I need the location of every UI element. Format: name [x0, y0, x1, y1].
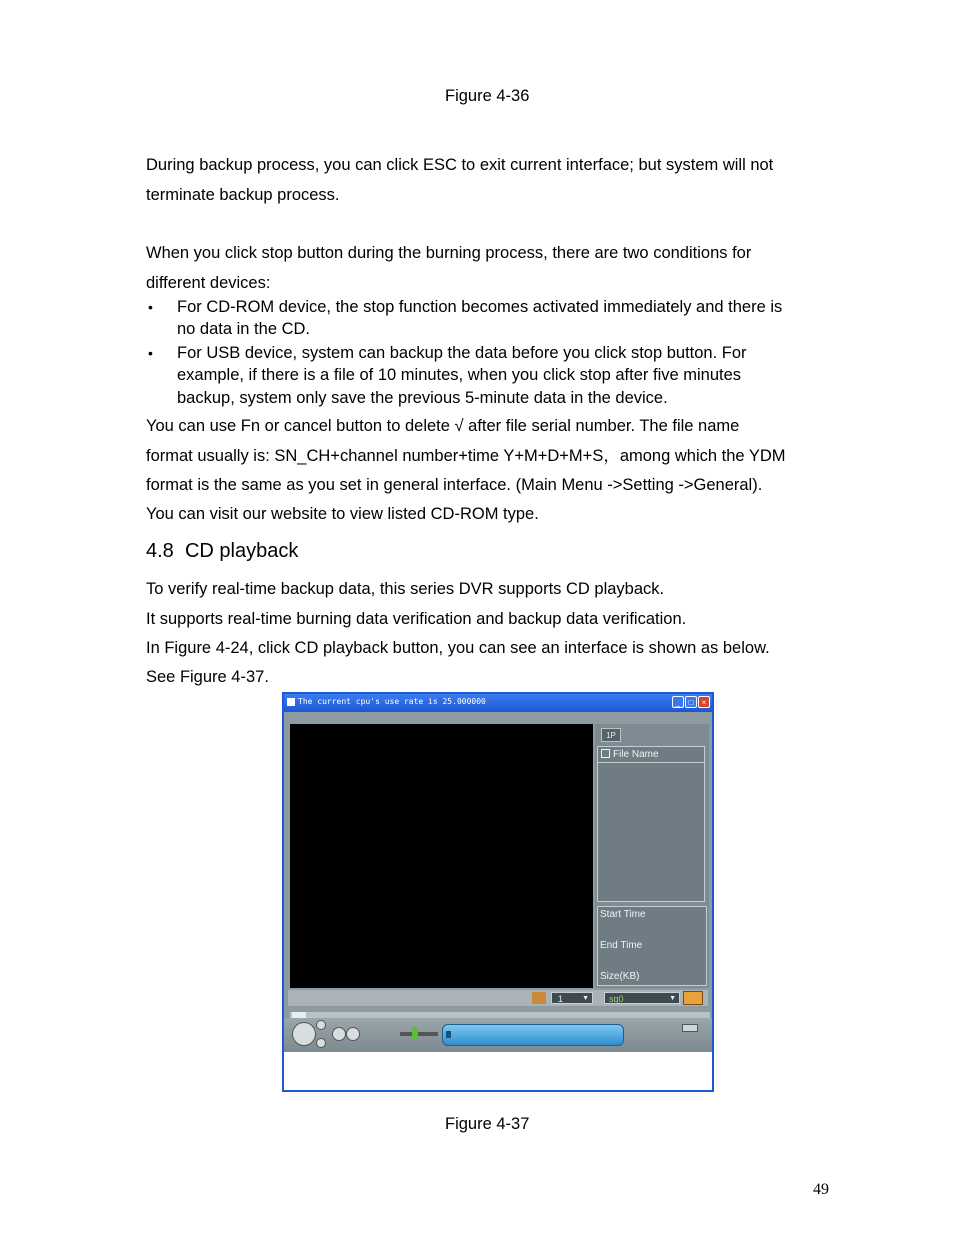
volume-handle[interactable] — [412, 1027, 418, 1039]
paragraph-filename-line2: format usually is: SN_CH+channel number+time Y+M+D+M+S，among which the YDM — [146, 447, 786, 465]
bullet-cdrom-line2: no data in the CD. — [177, 320, 310, 338]
paragraph-filename-line1: You can use Fn or cancel button to delete √ after file serial number. The file name — [146, 417, 740, 435]
single-view-button[interactable]: 1P — [601, 728, 621, 742]
paragraph-cd-playback-line1: To verify real-time backup data, this series DVR supports CD playback. — [146, 580, 665, 598]
section-title: CD playback — [184, 540, 299, 562]
file-name-label: File Name — [613, 749, 659, 760]
file-info-box — [597, 906, 707, 986]
section-heading — [146, 540, 298, 563]
file-list-header[interactable] — [598, 747, 704, 763]
bullet-usb-line3: backup, system only save the previous 5-minute data in the device. — [177, 389, 668, 407]
search-icon[interactable] — [683, 991, 703, 1005]
size-label: Size(KB) — [600, 971, 640, 982]
file-panel — [595, 724, 709, 988]
bullet-usb-line1: For USB device, system can backup the data before you click stop button. For — [177, 344, 747, 362]
page-number: 49 — [813, 1181, 829, 1198]
paragraph-cd-playback-line3: In Figure 4-24, click CD playback button, you can see an interface is shown as below. — [146, 639, 770, 657]
window-titlebar — [284, 694, 712, 712]
transport-bar — [284, 1018, 712, 1052]
bullet-symbol: • — [148, 299, 153, 315]
bullet-usb-line2: example, if there is a file of 10 minutes, when you click stop after five minutes — [177, 366, 742, 384]
paragraph-stop-line1: When you click stop button during the burning process, there are two conditions for — [146, 244, 752, 262]
app-icon — [287, 698, 295, 706]
play-icon[interactable] — [292, 1022, 316, 1046]
playback-time-display — [442, 1024, 624, 1046]
time-marker — [446, 1031, 451, 1038]
maximize-icon[interactable]: □ — [685, 696, 697, 708]
figure-caption-4-36: Figure 4-36 — [445, 87, 530, 105]
video-display — [290, 724, 593, 988]
window-title: The current cpu's use rate is 25.000000 — [298, 697, 486, 706]
pause-icon[interactable] — [316, 1038, 326, 1048]
file-icon — [601, 749, 610, 758]
paragraph-cd-playback-line4: See Figure 4-37. — [146, 668, 269, 686]
step-forward-icon[interactable] — [332, 1027, 346, 1041]
file-list[interactable] — [597, 746, 705, 902]
control-bar — [288, 990, 708, 1006]
window-mode-icon[interactable] — [682, 1024, 698, 1032]
paragraph-backup-esc-line1: During backup process, you can click ESC to exit current interface; but system will not — [146, 156, 774, 174]
fast-forward-icon[interactable] — [346, 1027, 360, 1041]
channel-value: 1 — [558, 994, 564, 1004]
end-time-label: End Time — [600, 940, 643, 951]
stop-icon[interactable] — [316, 1020, 326, 1030]
paragraph-backup-esc-line2: terminate backup process. — [146, 186, 340, 204]
paragraph-filename-line4: You can visit our website to view listed CD-ROM type. — [146, 505, 539, 523]
figure-caption-4-37: Figure 4-37 — [445, 1115, 530, 1133]
channel-select[interactable] — [551, 992, 593, 1004]
close-icon[interactable]: × — [698, 696, 710, 708]
section-number: 4.8 — [146, 540, 174, 562]
start-time-label: Start Time — [600, 909, 646, 920]
volume-slider[interactable] — [400, 1032, 438, 1036]
chevron-down-icon: ▼ — [582, 995, 589, 1002]
cd-playback-window — [282, 692, 714, 1092]
paragraph-filename-line3: format is the same as you set in general interface. (Main Menu ->Setting ->General). — [146, 476, 763, 494]
paragraph-stop-line2: different devices: — [146, 274, 271, 292]
chevron-down-icon: ▼ — [669, 995, 676, 1002]
paragraph-cd-playback-line2: It supports real-time burning data verification and backup data verification. — [146, 610, 687, 628]
player-body — [284, 712, 712, 1052]
bullet-symbol: • — [148, 345, 153, 361]
minimize-icon[interactable]: _ — [672, 696, 684, 708]
device-select[interactable] — [604, 992, 680, 1004]
device-value: sg0 — [609, 994, 624, 1004]
bullet-cdrom-line1: For CD-ROM device, the stop function becomes activated immediately and there is — [177, 298, 783, 316]
channel-icon — [532, 992, 546, 1004]
